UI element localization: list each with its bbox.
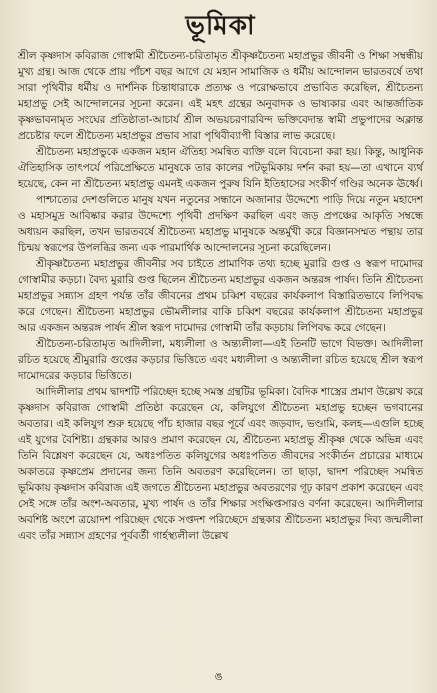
paragraph-1: শ্রীল কৃষ্ণদাস কবিরাজ গোস্বামী শ্রীচৈতন্য-চরিতামৃত শ্রীকৃষ্ণচৈতন্য মহাপ্রভুর জীবনী ও শিক্ষা সম্বন্ধীয় মুখ্য গ্রন্থ। আজ থেকে প্রায় পাঁচশ বছর আগে যে মহান সামাজিক ও ধর্মীয় আন্দোলন ভারতবর্ষে তথা সারা পৃথিবীর ধর্মীয় ও দার্শনিক চিন্তাধারাকে প্রত্যক্ষ ও পরোক্ষভাবে প্রভাবিত করেছিল, শ্রীচৈতন্য মহাপ্রভু সেই আন্দোলনের সূচনা করেন। এই মহৎ গ্রন্থের অনুবাদক ও ভাষ্যকার এবং আন্তর্জাতিক কৃষ্ণভাবনামৃত সংঘের প্রতিষ্ঠাতা-আচার্য শ্রীল অভয়চরণারবিন্দ ভক্তিবেদান্ত স্বামী প্রভুপাদের অক্লান্ত প্রচেষ্টার ফলে শ্রীচৈতন্য মহাপ্রভুর প্রভাব সারা পৃথিবীব্যাপী বিস্তার লাভ করেছে। — [18, 50, 423, 142]
paragraph-3: পাশ্চাত্যের দেশগুলিতে মানুষ যখন নতুনের সন্ধানে অজানার উদ্দেশ্যে পাড়ি দিয়ে নতুন মহাদেশ ও মহাসমুদ্র আবিষ্কার করার উদ্দেশ্যে পৃথিবী প্রদক্ষিণ করছিল এবং জড় প্রপঞ্চের আকৃতি সম্বন্ধে অধ্যয়ন করছিল, তখন ভারতবর্ষে শ্রীচৈতন্য মহাপ্রভু মানুষকে অন্তর্মুখী করে বিজ্ঞানসম্মত পন্থায় তার চিন্ময় স্বরূপের উপলব্ধির জন্য এক পারমার্থিক আন্দোলনের সূচনা করেছিলেন। — [18, 194, 423, 254]
paragraph-5: শ্রীচৈতন্য-চরিতামৃত আদিলীলা, মধ্যলীলা ও অন্ত্যলীলা—এই তিনটি ভাগে বিভক্ত। আদিলীলা রচিত হয়েছে শ্রীমুরারি গুপ্তের কড়চার ভিত্তিতে এবং মধ্যলীলা ও অন্ত্যলীলা রচিত হয়েছে শ্রীল স্বরূপ দামোদরের কড়চার ভিত্তিতে। — [18, 338, 423, 382]
page-number: ঙ — [214, 670, 223, 683]
paragraph-2: শ্রীচৈতন্য মহাপ্রভুকে একজন মহান ঐতিহ্য সমন্বিত ব্যক্তি বলে বিবেচনা করা হয়। কিন্তু, আধুনিক ঐতিহাসিক তাৎপর্যে পরিপ্রেক্ষিতে মানুষকে তার কালের পটভূমিকায় দর্শন করা হয়—তা এখানে ব্যর্থ হয়েছে, কেন না শ্রীচৈতন্য মহাপ্রভু এমনই একজন পুরুষ যিনি ইতিহাসের সংকীর্ণ গণ্ডির অনেক ঊর্ধ্বে। — [18, 146, 423, 190]
paragraph-4: শ্রীকৃষ্ণচৈতন্য মহাপ্রভুর জীবনীর সব চাইতে প্রামাণিক তথ্য হচ্ছে মুরারি গুপ্ত ও স্বরূপ দামোদর গোস্বামীর কড়চা। বৈদ্য মুরারি গুপ্ত ছিলেন শ্রীচৈতন্য মহাপ্রভুর একজন অন্তরঙ্গ পার্ষদ। তিনি শ্রীচৈতন্য মহাপ্রভুর সন্ন্যাস গ্রহণ পর্যন্ত তাঁর জীবনের প্রথম চব্বিশ বছরের কার্যকলাপ বিস্তারিতভাবে লিপিবদ্ধ করে গেছেন। শ্রীচৈতন্য মহাপ্রভুর ভৌমলীলার বাকি চব্বিশ বছরের কার্যকলাপ শ্রীচৈতন্য মহাপ্রভুর আর একজন অন্তরঙ্গ পার্ষদ শ্রীল স্বরূপ দামোদর গোস্বামী তাঁর কড়চায় লিপিবদ্ধ করে গেছেন। — [18, 258, 423, 334]
paragraph-6: আদিলীলার প্রথম দ্বাদশটি পরিচ্ছেদ হচ্ছে সমস্ত গ্রন্থটির ভূমিকা। বৈদিক শাস্ত্রের প্রমাণ উল্লেখ করে কৃষ্ণদাস কবিরাজ গোস্বামী প্রতিষ্ঠা করেছেন যে, কলিযুগে শ্রীচৈতন্য মহাপ্রভু হচ্ছেন ভগবানের অবতার। এই কলিযুগ শুরু হয়েছে পাঁচ হাজার বছর পূর্বে এবং জড়বাদ, ভণ্ডামি, কলহ—এগুলি হচ্ছে এই যুগের বৈশিষ্ট্য। গ্রন্থকার আরও প্রমাণ করেছেন যে, শ্রীচৈতন্য মহাপ্রভু শ্রীকৃষ্ণ থেকে অভিন্ন এবং তিনি বিশ্লেষণ করেছেন যে, অধঃপতিত কলিযুগের অধঃপতিত জীবদের সংকীর্তন প্রচারের মাধ্যমে অকাতরে কৃষ্ণপ্রেম প্রদানের জন্য তিনি অবতরণ করেছিলেন। তা ছাড়া, দ্বাদশ পরিচ্ছেদ সমন্বিত ভূমিকায় কৃষ্ণদাস কবিরাজ এই জগতে শ্রীচৈতন্য মহাপ্রভুর অবতরণের গূঢ় কারণ প্রকাশ করেছেন এবং সেই সঙ্গে তাঁর অংশ-অবতার, মুখ্য পার্ষদ ও তাঁর শিক্ষার সংক্ষিপ্তসারও বর্ণনা করেছেন। আদিলীলার অবশিষ্ট অংশে ত্রয়োদশ পরিচ্ছেদ থেকে সপ্তদশ পরিচ্ছেদে গ্রন্থকার শ্রীচৈতন্য মহাপ্রভুর দিব্য জন্মলীলা এবং তাঁর সন্ন্যাস গ্রহণের পূর্ববর্তী গার্হস্থ্যলীলা উল্লেখ — [18, 386, 423, 542]
body-text — [18, 48, 423, 544]
page-title: ভূমিকা — [185, 11, 256, 41]
